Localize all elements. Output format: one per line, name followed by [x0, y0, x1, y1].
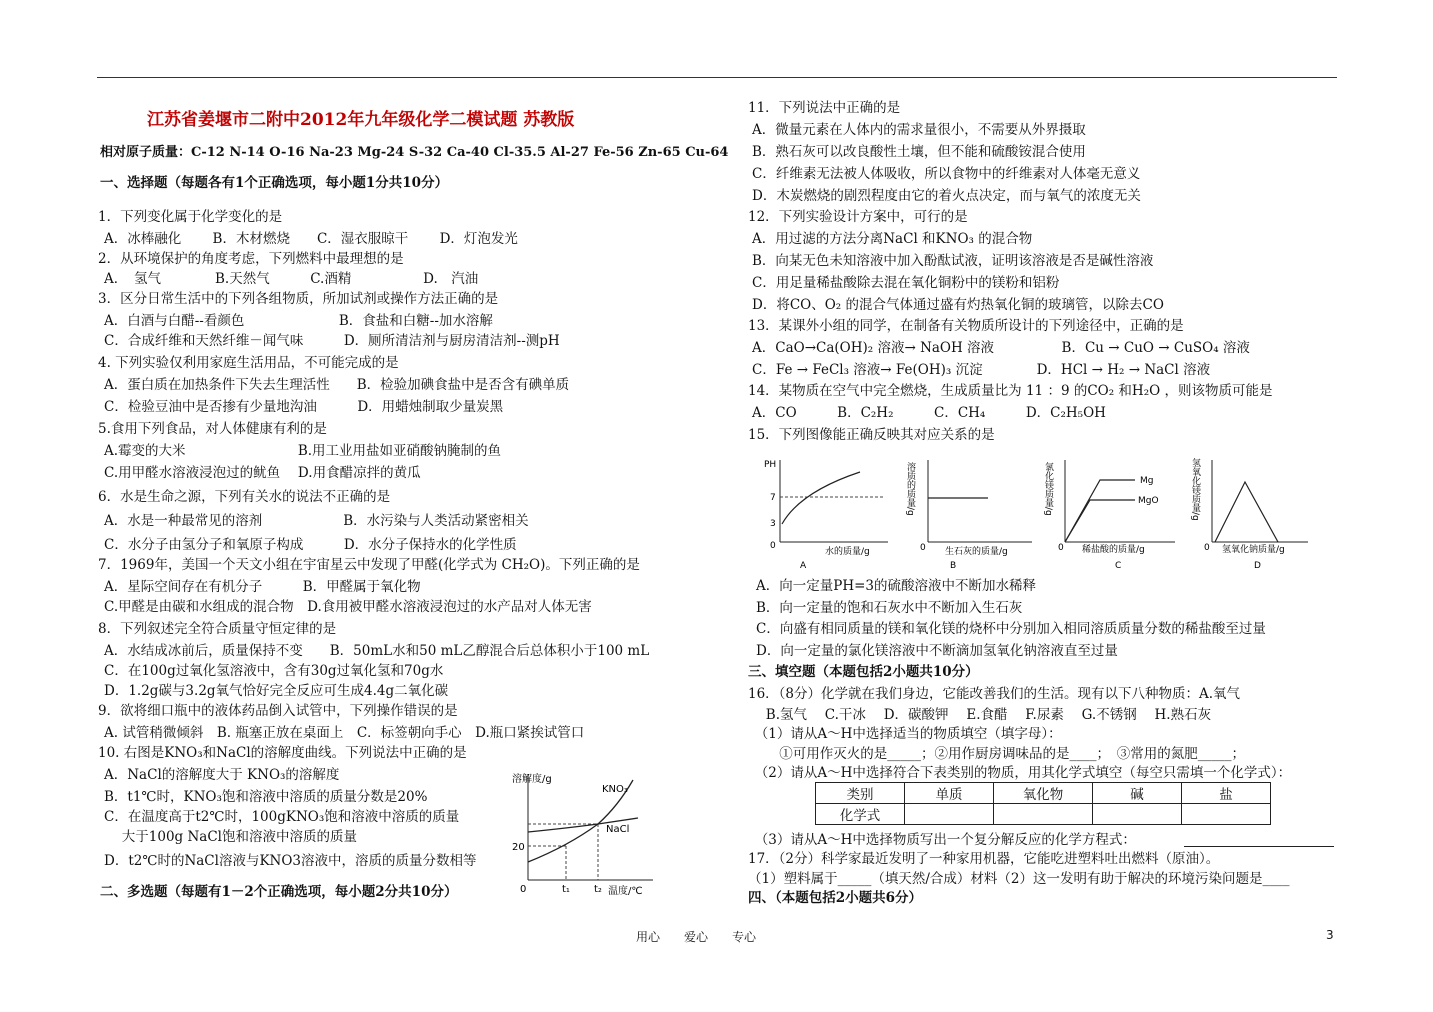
answer-blank[interactable]: [905, 804, 994, 825]
q15-option: C．向盛有相同质量的镁和氧化镁的烧杯中分别加入相同溶质质量分数的稀盐酸至过量: [756, 621, 1266, 637]
q17-line: （1）塑料属于_____（填天然/合成）材料（2）这一发明有助于解决的环境污染问题是____: [748, 871, 1290, 887]
question-line: C．水分子由氢分子和氧原子构成 D．水分子保持水的化学性质: [104, 537, 517, 553]
section-3-heading: 三、填空题（本题包括2小题共10分）: [748, 664, 979, 680]
question-line: B．熟石灰可以改良酸性土壤，但不能和硫酸铵混合使用: [752, 144, 1086, 160]
question-line: A．蛋白质在加热条件下失去生理活性 B．检验加碘食盐中是否含有碘单质: [104, 377, 570, 393]
question-line: A．白酒与白醋--看颜色 B．食盐和白糖--加水溶解: [104, 313, 493, 329]
gc-mg: Mg: [1140, 476, 1154, 486]
g10-nacl: NaCl: [606, 824, 630, 835]
gc-lab: C: [1115, 561, 1122, 571]
question-line: A．星际空间存在有机分子 B．甲醛属于氧化物: [104, 579, 421, 595]
gd-y: 氢氧化镁质量/g: [1190, 458, 1200, 521]
g10-ylabel: 溶解度/g: [512, 774, 552, 785]
classification-table: [815, 782, 1271, 825]
page-number: 3: [1326, 928, 1334, 942]
ga-y: PH: [764, 460, 777, 470]
g10-xlabel: 温度/℃: [608, 886, 643, 897]
g10-y20: 20: [512, 842, 525, 853]
table-cell: 类别: [816, 783, 905, 804]
gb-x: 生石灰的质量/g: [945, 547, 1008, 557]
q17-line: 17．（2分）科学家最近发明了一种家用机器，它能吃进塑料吐出燃料（原油）。: [748, 851, 1220, 867]
question-line: D．木炭燃烧的剧烈程度由它的着火点决定，而与氧气的浓度无关: [752, 188, 1141, 204]
question-line: A．CaO→Ca(OH)₂ 溶液→ NaOH 溶液 B．Cu → CuO → CuSO₄ 溶液: [752, 340, 1250, 356]
question-line: C.甲醛是由碳和水组成的混合物 D.食用被甲醛水溶液浸泡过的水产品对人体无害: [104, 599, 592, 615]
question-line: A. 试管稍微倾斜 B. 瓶塞正放在桌面上 C．标签朝向手心 D.瓶口紧挨试管口: [104, 725, 585, 741]
ga-x: 水的质量/g: [825, 547, 870, 557]
question-line: A． 氢气 B.天然气 C.酒精 D. 汽油: [104, 271, 479, 287]
question-line: 7．1969年，美国一个天文小组在宇宙星云中发现了甲醛(化学式为 CH₂O)。下列正确的是: [98, 557, 640, 573]
header-rule: [97, 77, 1337, 78]
g10-kno3: KNO₃: [602, 784, 628, 795]
question-line: A．微量元素在人体内的需求量很小，不需要从外界摄取: [752, 122, 1086, 138]
g10-origin: 0: [520, 884, 527, 895]
question-line: 15．下列图像能正确反映其对应关系的是: [748, 427, 995, 443]
answer-blank[interactable]: [994, 804, 1093, 825]
question-line: 5.食用下列食品，对人体健康有利的是: [98, 421, 327, 437]
question-line: D．1.2g碳与3.2g氧气恰好完全反应可生成4.4g二氧化碳: [104, 683, 449, 699]
q16-part3: （3）请从A～H中选择物质写出一个复分解反应的化学方程式：: [748, 832, 1136, 848]
question-line: B．t1℃时，KNO₃饱和溶液中溶质的质量分数是20%: [104, 789, 428, 805]
question-line: 9．欲将细口瓶中的液体药品倒入试管中，下列操作错误的是: [98, 703, 458, 719]
question-line: D．t2℃时的NaCl溶液与KNO3溶液中，溶质的质量分数相等: [104, 853, 477, 869]
question-line: 13．某课外小组的同学，在制备有关物质所设计的下列途径中，正确的是: [748, 318, 1184, 334]
question-line: C.用甲醛水溶液浸泡过的鱿鱼 D.用食醋凉拌的黄瓜: [104, 465, 421, 481]
table-cell: 化学式: [816, 804, 905, 825]
question-line: 10. 右图是KNO₃和NaCl的溶解度曲线。下列说法中正确的是: [98, 745, 467, 761]
q15-option: D．向一定量的氯化镁溶液中不断滴加氢氧化钠溶液直至过量: [756, 643, 1118, 659]
question-line: D．将CO、O₂ 的混合气体通过盛有灼热氧化铜的玻璃管，以除去CO: [752, 297, 1164, 313]
q16-line: （2）请从A～H中选择符合下表类别的物质，用其化学式填空（每空只需填一个化学式）：: [748, 765, 1292, 781]
question-line: 2．从环境保护的角度考虑，下列燃料中最理想的是: [98, 251, 404, 267]
ga-o: 0: [770, 541, 776, 551]
answer-blank[interactable]: [1182, 804, 1271, 825]
question-line: A．水结成冰前后，质量保持不变 B．50mL水和50 mL乙醇混合后总体积小于100 mL: [104, 643, 650, 659]
gc-x: 稀盐酸的质量/g: [1082, 545, 1145, 555]
section-1-heading: 一、选择题（每题各有1个正确选项，每小题1分共10分）: [100, 175, 449, 191]
ga-lab: A: [800, 561, 807, 571]
question-line: 14．某物质在空气中完全燃烧，生成质量比为 11 ：9 的CO₂ 和H₂O ，则该物质可能是: [748, 383, 1273, 399]
question-line: A．NaCl的溶解度大于 KNO₃的溶解度: [104, 767, 340, 783]
gc-o: 0: [1058, 543, 1064, 553]
q16-line: B.氢气 C.干冰 D．碳酸钾 E.食醋 F.尿素 G.不锈钢 H.熟石灰: [748, 707, 1212, 723]
section-2-heading: 二、多选题（每题有1－2个正确选项，每小题2分共10分）: [100, 884, 458, 900]
question-line: A．CO B．C₂H₂ C．CH₄ D．C₂H₅OH: [752, 405, 1106, 421]
section-4-heading: 四、（本题包括2小题共6分）: [748, 890, 923, 906]
question-line: 6．水是生命之源，下列有关水的说法不正确的是: [98, 489, 391, 505]
table-cell: 氧化物: [994, 783, 1093, 804]
question-line: C．在温度高于t2℃时，100gKNO₃饱和溶液中溶质的质量: [104, 809, 460, 825]
graph-b: [905, 460, 1032, 571]
question-line: A．水是一种最常见的溶剂 B．水污染与人类活动紧密相关: [104, 513, 529, 529]
question-line: C．检验豆油中是否掺有少量地沟油 D．用蜡烛制取少量炭黑: [104, 399, 504, 415]
graph-d: [1190, 457, 1308, 571]
question-line: C．Fe → FeCl₃ 溶液→ Fe(OH)₃ 沉淀 D．HCl → H₂ → NaCl 溶液: [752, 362, 1211, 378]
question-line: 大于100g NaCl饱和溶液中溶质的质量: [104, 829, 357, 845]
gb-lab: B: [950, 561, 957, 571]
q16-line: ①可用作灭火的是_____；②用作厨房调味品的是____； ③常用的氮肥_____；: [748, 746, 1246, 762]
graph-a: [764, 460, 888, 571]
gc-y: 氯化镁质量/g: [1043, 462, 1053, 516]
question-line: 3．区分日常生活中的下列各组物质，所加试剂或操作方法正确的是: [98, 291, 499, 307]
answer-line[interactable]: [1184, 846, 1334, 847]
question-line: 4. 下列实验仅利用家庭生活用品，不可能完成的是: [98, 355, 399, 371]
question-line: A．用过滤的方法分离NaCl 和KNO₃ 的混合物: [752, 231, 1033, 247]
gd-lab: D: [1254, 561, 1261, 571]
question-line: C．用足量稀盐酸除去混在氧化铜粉中的镁粉和铝粉: [752, 275, 1060, 291]
question-line: 11．下列说法中正确的是: [748, 100, 901, 116]
g10-t2: t₂: [594, 884, 602, 895]
question-line: 8．下列叙述完全符合质量守恒定律的是: [98, 621, 337, 637]
answer-blank[interactable]: [1093, 804, 1182, 825]
question-line: C．合成纤维和天然纤维－闻气味 D．厕所清洁剂与厨房清洁剂--测pH: [104, 333, 560, 349]
q15-option: B．向一定量的饱和石灰水中不断加入生石灰: [756, 600, 1023, 616]
page-title: 江苏省姜堰市二附中2012年九年级化学二模试题 苏教版: [147, 110, 575, 130]
atomic-masses: 相对原子质量：C-12 N-14 O-16 Na-23 Mg-24 S-32 Ca-40 Cl-35.5 Al-27 Fe-56 Zn-65 Cu-64: [100, 145, 729, 160]
gc-mgo: MgO: [1138, 496, 1159, 506]
gd-x: 氢氧化钠质量/g: [1222, 545, 1285, 555]
gd-o: 0: [1204, 543, 1210, 553]
q15-graphs: [760, 452, 1320, 572]
table-row: [816, 804, 1271, 825]
question-line: 1．下列变化属于化学变化的是: [98, 209, 283, 225]
q16-line: （1）请从A～H中选择适当的物质填空（填字母）：: [748, 726, 1062, 742]
g10-t1: t₁: [562, 884, 570, 895]
footer-motto: 用心 爱心 专心: [636, 930, 757, 944]
question-line: C．在100g过氧化氢溶液中，含有30g过氧化氢和70g水: [104, 663, 444, 679]
graph-c: [1043, 460, 1175, 571]
question-line: A．冰棒融化 B．木材燃烧 C．湿衣服晾干 D．灯泡发光: [104, 231, 518, 247]
ga-y3: 3: [770, 519, 776, 529]
gb-o: 0: [920, 543, 926, 553]
gb-y: 溶质的质量/g: [905, 462, 915, 516]
table-cell: 碱: [1093, 783, 1182, 804]
q15-option: A．向一定量PH=3的硫酸溶液中不断加水稀释: [756, 578, 1037, 594]
question-line: C．纤维素无法被人体吸收，所以食物中的纤维素对人体毫无意义: [752, 166, 1141, 182]
question-line: A.霉变的大米 B.用工业用盐如亚硝酸钠腌制的鱼: [104, 443, 502, 459]
table-row: [816, 783, 1271, 804]
question-line: B．向某无色未知溶液中加入酚酞试液，证明该溶液是否是碱性溶液: [752, 253, 1154, 269]
solubility-graph: [508, 770, 658, 898]
ga-y7: 7: [770, 493, 776, 503]
table-cell: 单质: [905, 783, 994, 804]
table-cell: 盐: [1182, 783, 1271, 804]
question-line: 12．下列实验设计方案中，可行的是: [748, 209, 968, 225]
q16-line: 16．（8分）化学就在我们身边，它能改善我们的生活。现有以下八种物质：A.氧气: [748, 686, 1241, 702]
